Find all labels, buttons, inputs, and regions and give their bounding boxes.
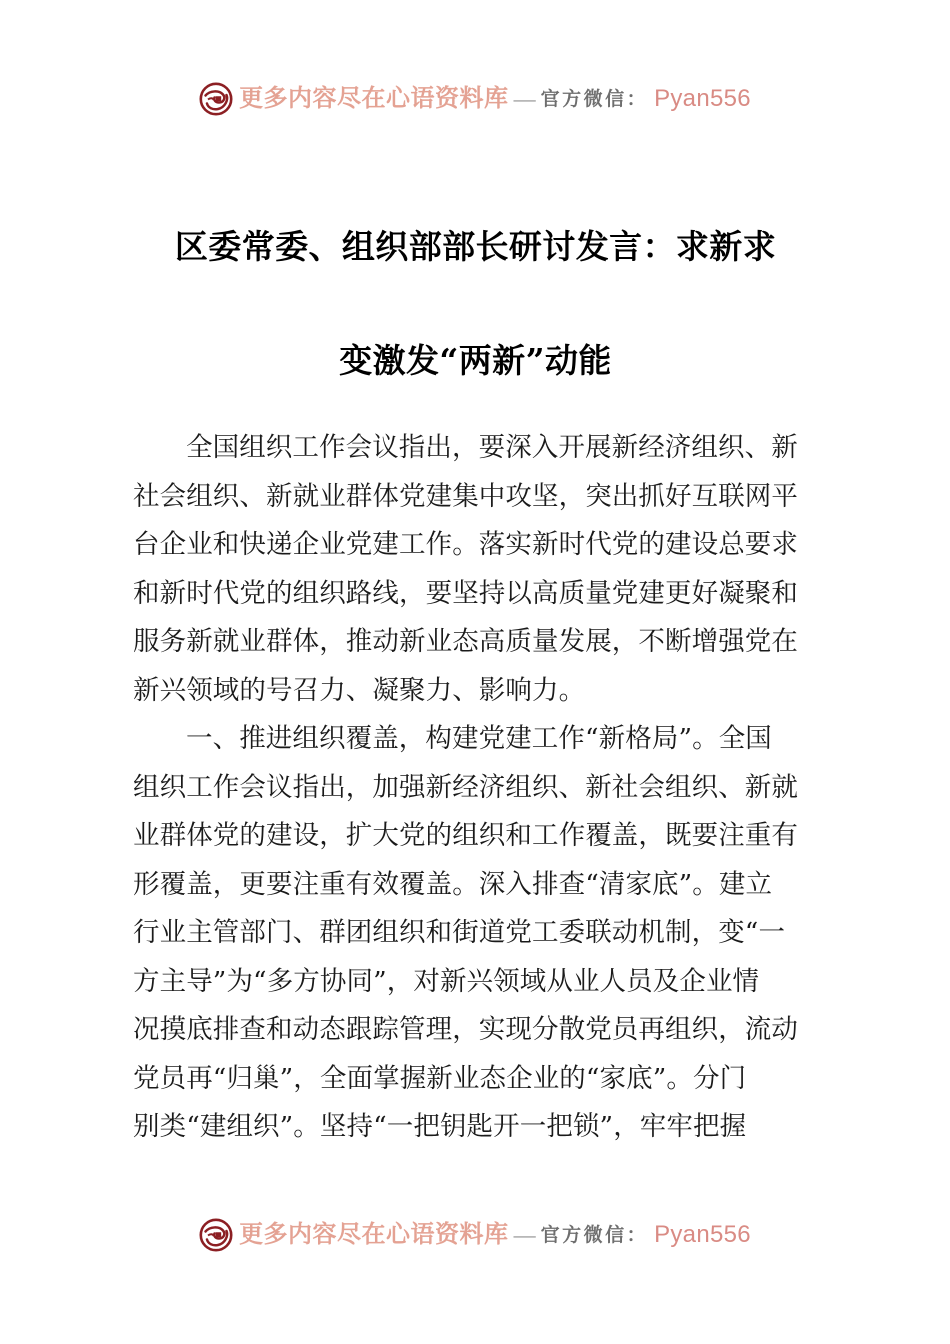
title-line-1: 区委常委、组织部部长研讨发言：求新求: [174, 227, 777, 267]
xinyu-swirl-logo-icon: [199, 82, 233, 116]
text-line: 服务新就业群体，推动新业态高质量发展，不断增强党在: [133, 626, 798, 657]
paragraph-section-one: [133, 715, 819, 1152]
text-line: 一、推进组织覆盖，构建党建工作“新格局”。全国: [186, 723, 772, 754]
text-line: 台企业和快递企业党建工作。落实新时代党的建设总要求: [133, 529, 798, 560]
text-line: 党员再“归巢”，全面掌握新业态企业的“家底”。分门: [133, 1062, 747, 1094]
watermark-chinese-text: 更多内容尽在心语资料库: [239, 1222, 509, 1248]
document-body: [133, 424, 819, 1152]
text-line: 别类“建组织”。坚持“一把钥匙开一把锁”，牢牢把握: [133, 1111, 747, 1142]
watermark-wechat-id: Pyan556: [654, 1221, 751, 1248]
document-title: [133, 190, 818, 418]
watermark-chinese-text: 更多内容尽在心语资料库: [239, 86, 509, 112]
paragraph-intro: [133, 424, 819, 715]
footer-watermark: [0, 1218, 950, 1252]
text-line: 方主导”为“多方协同”，对新兴领域从业人员及企业情: [133, 965, 760, 997]
text-line: 组织工作会议指出，加强新经济组织、新社会组织、新就: [133, 771, 798, 803]
text-line: 行业主管部门、群团组织和街道党工委联动机制，变“一: [133, 917, 786, 948]
text-line: 社会组织、新就业群体党建集中攻坚，突出抓好互联网平: [133, 480, 798, 512]
watermark-wechat-label: 官方微信：: [540, 88, 649, 110]
header-watermark: [0, 82, 950, 116]
text-line: 况摸底排查和动态跟踪管理，实现分散党员再组织，流动: [133, 1014, 798, 1045]
xinyu-swirl-logo-icon: [199, 1218, 233, 1252]
text-line: 形覆盖，更要注重有效覆盖。深入排查“清家底”。建立: [133, 868, 773, 900]
text-line: 和新时代党的组织路线，要坚持以高质量党建更好凝聚和: [133, 577, 798, 609]
title-line-2: 变激发“两新”动能: [339, 341, 612, 381]
text-line: 新兴领域的号召力、凝聚力、影响力。: [133, 674, 586, 706]
text-line: 业群体党的建设，扩大党的组织和工作覆盖，既要注重有: [133, 820, 798, 851]
watermark-wechat-label: 官方微信：: [540, 1224, 649, 1246]
watermark-wechat-id: Pyan556: [654, 85, 751, 112]
watermark-dash: —: [513, 86, 536, 111]
text-line: 全国组织工作会议指出，要深入开展新经济组织、新: [186, 432, 798, 463]
watermark-dash: —: [513, 1222, 536, 1247]
